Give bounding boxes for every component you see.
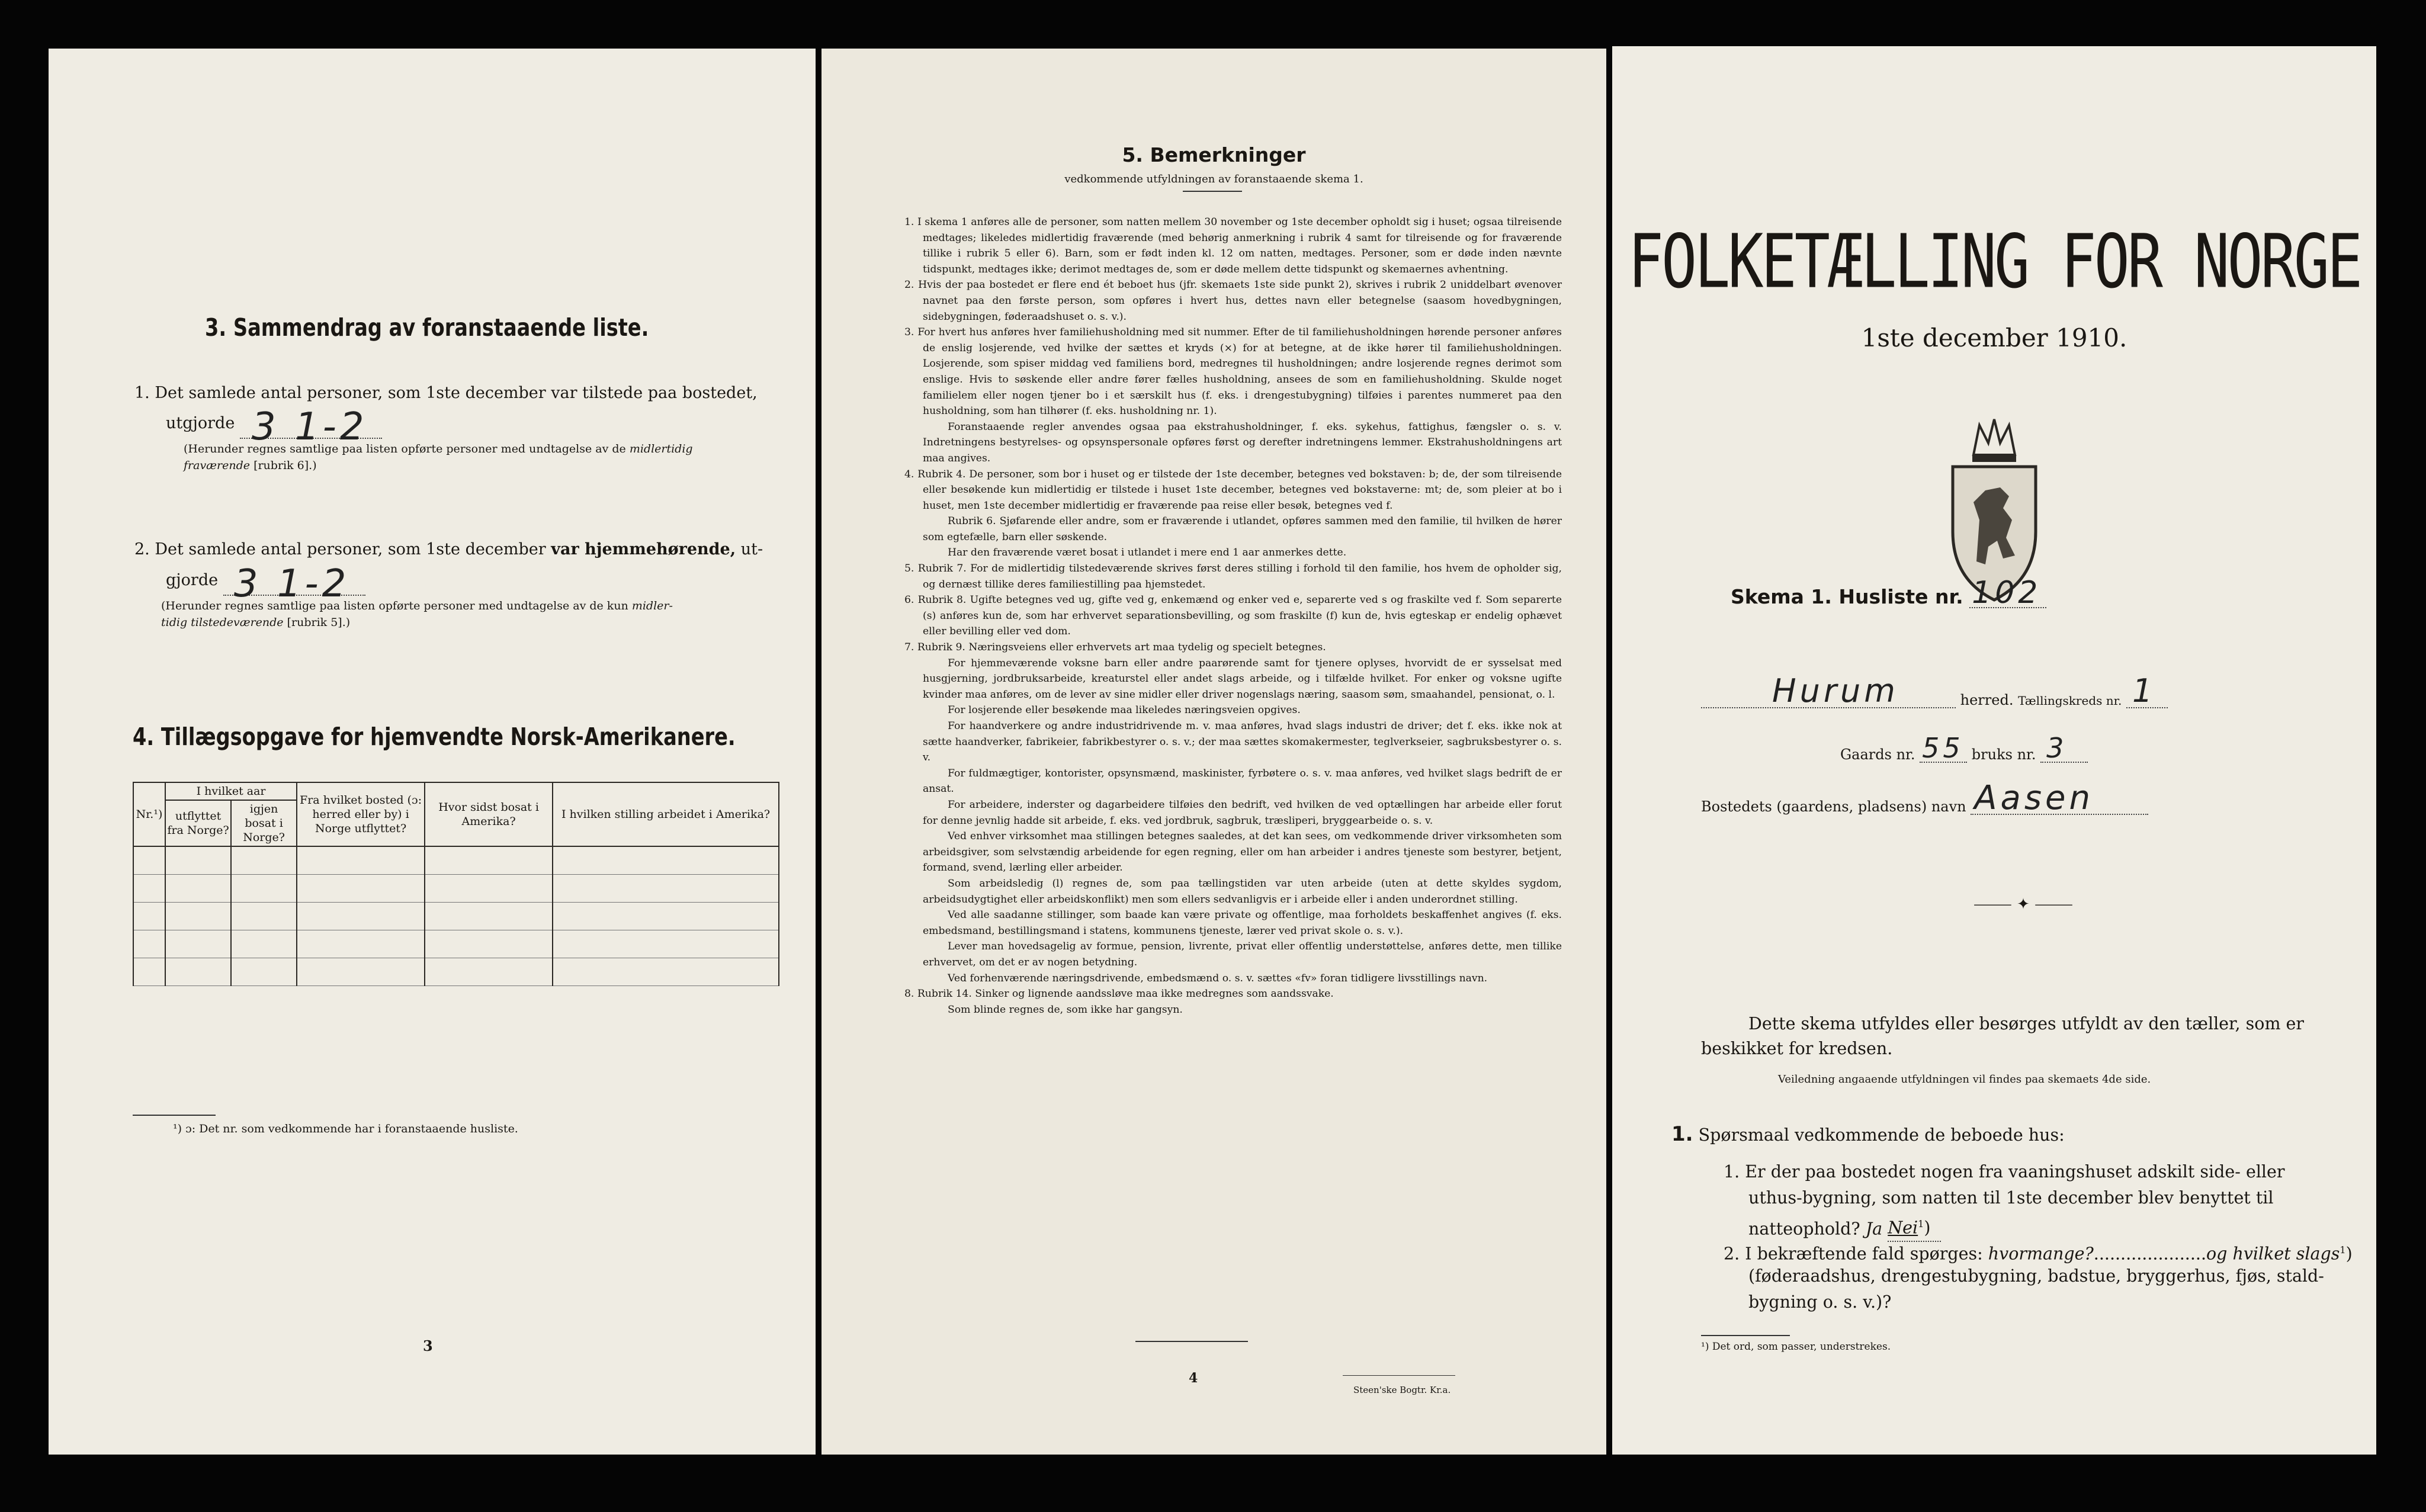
table-cell[interactable] bbox=[133, 958, 165, 986]
q2-note-text2: [rubrik 5].) bbox=[287, 616, 351, 629]
middle-page bbox=[821, 49, 1606, 1455]
bosted-value: Aasen bbox=[1974, 779, 2094, 817]
q2-note-italic1: midler- bbox=[631, 599, 673, 612]
table-cell[interactable] bbox=[553, 958, 779, 986]
table-cell[interactable] bbox=[553, 875, 779, 903]
q1-option-ja[interactable]: Ja bbox=[1865, 1219, 1883, 1239]
table-cell[interactable] bbox=[297, 846, 425, 875]
paragraph: 6. Rubrik 8. Ugifte betegnes ved ug, gifte ved g, enkemænd og enker ved e, separerte ved s og fraskilte ved f. Som separerte (s) anføres kun de, som har erhvervet separationsbevilling, og som fraskilte (f) kun de, hvis egteskap er endelig ophævet eller bevilling eller ved dom. bbox=[904, 594, 1562, 638]
table-row bbox=[133, 930, 779, 958]
q1-utgjorde-label: utgjorde bbox=[166, 414, 235, 432]
skema-line bbox=[1731, 575, 2046, 611]
q1-answer-field[interactable]: Nei$^1$) bbox=[1888, 1212, 1941, 1242]
kreds-label: Tællingskreds nr. bbox=[2018, 694, 2122, 708]
table-cell[interactable] bbox=[231, 930, 297, 958]
paragraph: For fuldmægtiger, kontorister, opsynsmænd, maskinister, fyrbøtere o. s. v. maa anføres, ved hvilket slags bedrift de er ansat. bbox=[923, 767, 1562, 795]
table-row bbox=[133, 958, 779, 986]
ornament-icon: ⸻ ✦ ⸻ bbox=[1973, 895, 2074, 913]
q1-note-text2: [rubrik 6].) bbox=[253, 459, 317, 472]
kreds-value: 1 bbox=[2132, 672, 2157, 710]
gaards-line bbox=[1840, 732, 2088, 764]
table-cell[interactable] bbox=[165, 875, 231, 903]
q2-text-b: var hjemmehørende, bbox=[551, 540, 736, 558]
table-cell[interactable] bbox=[553, 903, 779, 930]
paragraph: 7. Rubrik 9. Næringsveiens eller erhvervets art maa tydelig og specielt betegnes. bbox=[904, 641, 1326, 654]
q2-note-italic2: tidig tilstedeværende bbox=[161, 616, 284, 629]
q2-dots[interactable]: ..................... bbox=[2093, 1244, 2207, 1264]
q2-note-line2 bbox=[161, 614, 350, 631]
table-cell[interactable] bbox=[425, 903, 553, 930]
q1-note-italic1: midlertidig bbox=[629, 442, 693, 455]
gaards-value: 55 bbox=[1922, 732, 1964, 764]
paragraph: Har den fraværende været bosat i utlandet i mere end 1 aar anmerkes dette. bbox=[948, 547, 1347, 559]
gaards-field[interactable] bbox=[1920, 732, 1967, 764]
col-igjen: igjen bosat i Norge? bbox=[231, 800, 297, 846]
q1-line3 bbox=[1748, 1212, 1941, 1242]
herred-line bbox=[1701, 672, 2168, 710]
gaards-label: Gaards nr. bbox=[1840, 746, 1915, 763]
printer-rule bbox=[1343, 1375, 1455, 1376]
table-cell[interactable] bbox=[231, 846, 297, 875]
footnote-rule bbox=[133, 1115, 216, 1116]
paragraph: 4. Rubrik 4. De personer, som bor i huset og er tilstede der 1ste december, betegnes ved bokstaven: b; de, der som tilreisende eller besøkende kun midlertidig er tilstede i huset 1ste december, betegnes ved bokstaverne: mt; de, som pleier at bo i huset, men 1ste december midlertidig er fraværende paa reise eller besøk, betegnes ved f. bbox=[904, 468, 1562, 512]
paragraph: 8. Rubrik 14. Sinker og lignende aandssløve maa ikke medregnes som aandssvake. bbox=[904, 988, 1334, 1000]
table-cell[interactable] bbox=[425, 846, 553, 875]
paragraph: Ved alle saadanne stillinger, som baade kan være private og offentlige, maa forholdets beskaffenhet angives (f. eks. embedsmand, bestillingsmand i statens, kommunens tjeneste, lærer ved privat skole o. s. v.). bbox=[923, 909, 1562, 937]
q1-utgjorde-row bbox=[166, 405, 382, 449]
q1-line3-text: natteophold? bbox=[1748, 1219, 1860, 1239]
paragraph: Foranstaaende regler anvendes ogsaa paa ekstrahusholdninger, f. eks. sykehus, fattighus, fængsler o. s. v. Indretningens bestyrelses- og opsynspersonale opføres først og derefter indretningens lemmer. Ekstrahusholdningens art maa angives. bbox=[923, 420, 1562, 464]
paragraph: For haandverkere og andre industridrivende m. v. maa anføres, hvad slags industri de driver; det f. eks. ikke nok at sætte haandverker, fabrikeier, fabrikbestyrer o. s. v.; der maa sættes skomakermester, teglverkseier, sagbruksbestyrer o. s. v. bbox=[923, 720, 1562, 764]
paragraph: Som arbeidsledig (l) regnes de, som paa tællingstiden var uten arbeide (uten at dette skyldes sygdom, arbeidsudygtighet eller arbeidskonflikt) men som ellers sedvanligvis er i arbeide eller i anden underordnet stilling. bbox=[923, 877, 1562, 906]
table-cell[interactable] bbox=[133, 930, 165, 958]
q2-text-c: ut- bbox=[740, 540, 763, 558]
table-cell[interactable] bbox=[133, 846, 165, 875]
table-cell[interactable] bbox=[297, 903, 425, 930]
q1-note bbox=[184, 441, 693, 457]
table-cell[interactable] bbox=[425, 875, 553, 903]
table-cell[interactable] bbox=[297, 875, 425, 903]
col-hvor: Hvor sidst bosat i Amerika? bbox=[425, 782, 553, 846]
q2-utgjorde-row bbox=[166, 562, 365, 606]
q1-note-text1: (Herunder regnes samtlige paa listen opførte personer med undtagelse av de bbox=[184, 442, 626, 455]
col-fra: Fra hvilket bosted (ɔ: herred eller by) i Norge utflyttet? bbox=[297, 782, 425, 846]
paragraph: 5. Rubrik 7. For de midlertidig tilstedeværende skrives først deres stilling i forhold til den familie, hos hvem de opholder sig, og dernæst tillike deres familiestilling paa hjemstedet. bbox=[904, 563, 1562, 590]
page-number: 3 bbox=[423, 1337, 433, 1354]
cover-page bbox=[1612, 46, 2376, 1455]
bemerkninger-subheading: vedkommende utfyldningen av foranstaaende skema 1. bbox=[1064, 173, 1363, 185]
table-row bbox=[133, 903, 779, 930]
instruction-small: Veiledning angaaende utfyldningen vil findes paa skemaets 4de side. bbox=[1778, 1073, 2151, 1086]
paragraph: For arbeidere, inderster og dagarbeidere tilføies den bedrift, ved hvilken de ved optællingen har arbeide eller forut for denne jevnlig hadde sit arbeide, f. eks. ved jordbruk, sagbruk, træsliperi, bryggearbeide o. s. v. bbox=[923, 798, 1562, 827]
q2-line1-text: 2. I bekræftende fald spørges: bbox=[1724, 1244, 1983, 1264]
herred-label: herred. bbox=[1960, 692, 2014, 708]
q2-line1: 2. I bekræftende fald spørges: hvormange?.....................og hvilket slags$^1$) bbox=[1724, 1244, 2353, 1264]
col-group-aar: I hvilket aar bbox=[165, 782, 297, 800]
footnote: ¹) Det ord, som passer, understrekes. bbox=[1701, 1341, 1891, 1353]
bosted-label: Bostedets (gaardens, pladsens) navn bbox=[1701, 798, 1966, 815]
col-utflyttet: utflyttet fra Norge? bbox=[165, 800, 231, 846]
skema-label: Skema 1. Husliste nr. bbox=[1731, 585, 1963, 608]
paragraph: Lever man hovedsagelig av formue, pension, livrente, privat eller offentlig understøttelse, anføres dette, men tillike erhvervet, om det er av nogen betydning. bbox=[923, 940, 1562, 968]
table-cell[interactable] bbox=[165, 846, 231, 875]
paragraph: For losjerende eller besøkende maa likeledes næringsveien opgives. bbox=[948, 704, 1301, 717]
q1-note-line2 bbox=[184, 457, 317, 474]
table-row bbox=[133, 846, 779, 875]
q1-handwritten-value: 3 1-2 bbox=[251, 405, 368, 449]
bruks-field[interactable] bbox=[2040, 732, 2088, 764]
table-cell[interactable] bbox=[553, 930, 779, 958]
bosted-line bbox=[1701, 779, 2148, 817]
table-cell[interactable] bbox=[165, 903, 231, 930]
table-cell[interactable] bbox=[297, 930, 425, 958]
husliste-value: 102 bbox=[1972, 575, 2042, 611]
col-nr: Nr.¹) bbox=[133, 782, 165, 846]
section3-heading: 3. Sammendrag av foranstaaende liste. bbox=[205, 313, 649, 342]
table-cell[interactable] bbox=[231, 875, 297, 903]
bosted-field[interactable] bbox=[1971, 779, 2148, 817]
questions-heading-num: 1. bbox=[1671, 1122, 1693, 1146]
questions-heading-text: Spørsmaal vedkommende de beboede hus: bbox=[1698, 1125, 2065, 1145]
instruction-line2: beskikket for kredsen. bbox=[1701, 1039, 1893, 1058]
col-stilling: I hvilken stilling arbeidet i Amerika? bbox=[553, 782, 779, 846]
q2-text bbox=[134, 534, 763, 565]
q2-line2: (føderaadshus, drengestubygning, badstue, bryggerhus, fjøs, stald- bbox=[1748, 1266, 2324, 1286]
paragraph: 1. I skema 1 anføres alle de personer, som natten mellem 30 november og 1ste december opholdt sig i huset; ogsaa tilreisende medtages; likeledes midlertidig fraværende (med behørig anmerkning i rubrik 4 samt for tilreisende og for fraværende tillike i rubrik 5 eller 6). Barn, som er født inden kl. 12 om natten, medtages. Personer, som er døde inden nævnte tidspunkt, medtages ikke; derimot medtages de, som er døde mellem dette tidspunkt og skemaernes avhentning. bbox=[904, 216, 1562, 275]
footnote: ¹) ɔ: Det nr. som vedkommende har i foranstaaende husliste. bbox=[173, 1122, 518, 1135]
bruks-label: bruks nr. bbox=[1971, 746, 2036, 763]
q2-hvilket: og hvilket slags bbox=[2206, 1244, 2340, 1264]
paragraph: Ved forhenværende næringsdrivende, embedsmænd o. s. v. sættes «fv» foran tidligere livsstillings navn. bbox=[948, 972, 1488, 984]
q2-hvormange: hvormange? bbox=[1988, 1244, 2094, 1264]
q1-note-italic2: fraværende bbox=[184, 459, 251, 472]
table-cell[interactable] bbox=[231, 958, 297, 986]
footnote-rule bbox=[1701, 1335, 1790, 1336]
paragraph: Som blinde regnes de, som ikke har gangsyn. bbox=[948, 1003, 1183, 1016]
heading-rule bbox=[1183, 191, 1242, 192]
questions-heading bbox=[1671, 1122, 2065, 1148]
table-cell[interactable] bbox=[425, 930, 553, 958]
coat-of-arms-icon bbox=[1944, 402, 2045, 603]
kreds-field[interactable] bbox=[2126, 672, 2168, 710]
table-row bbox=[133, 875, 779, 903]
q2-handwritten-value: 3 1-2 bbox=[233, 562, 350, 606]
table-cell[interactable] bbox=[297, 958, 425, 986]
census-title: FOLKETÆLLING FOR NORGE bbox=[1628, 218, 2361, 305]
table-cell[interactable] bbox=[165, 930, 231, 958]
table-cell[interactable] bbox=[553, 846, 779, 875]
census-date: 1ste december 1910. bbox=[1861, 323, 2127, 352]
table-cell[interactable] bbox=[133, 875, 165, 903]
end-rule bbox=[1135, 1341, 1248, 1342]
q1-answer-field[interactable] bbox=[240, 405, 382, 449]
paragraph: Rubrik 6. Sjøfarende eller andre, som er fraværende i utlandet, opføres sammen med den familie, til hvilken de hører som egtefælle, barn eller søskende. bbox=[923, 515, 1562, 543]
q2-answer-field[interactable] bbox=[223, 562, 365, 606]
table-cell[interactable] bbox=[425, 958, 553, 986]
paragraph: Ved enhver virksomhet maa stillingen betegnes saaledes, at det kan sees, om vedkommende driver virksomheten som arbeidsgiver, som selvstændig arbeidende for egen regning, eller om han arbeider i andres tjeneste som bestyrer, betjent, formand, svend, lærling eller arbeider. bbox=[923, 830, 1562, 874]
table-cell[interactable] bbox=[133, 903, 165, 930]
left-page bbox=[49, 49, 816, 1455]
paragraph: For hjemmeværende voksne barn eller andre paarørende samt for tjenere oplyses, hvorvidt de er sysselsat med husgjerning, jordbruksarbeide, kreaturstel eller andet slags arbeide, og i tilfælde hvilket. For enker og voksne ugifte kvinder maa anføres, om de lever av sine midler eller driver nogenslags næring, saasom søm, smaahandel, pensionat, o. l. bbox=[923, 657, 1562, 701]
herred-value: Hurum bbox=[1772, 672, 1899, 710]
section4-heading: 4. Tillægsopgave for hjemvendte Norsk-Amerikanere. bbox=[133, 723, 736, 751]
table-cell[interactable] bbox=[165, 958, 231, 986]
q2-note-text1: (Herunder regnes samtlige paa listen opførte personer med undtagelse av de kun bbox=[161, 599, 628, 612]
q2-text-a: 2. Det samlede antal personer, som 1ste december bbox=[134, 540, 546, 558]
q1-text: 1. Det samlede antal personer, som 1ste december var tilstede paa bostedet, bbox=[134, 384, 758, 402]
q2-utgjorde-label: gjorde bbox=[166, 571, 219, 589]
printer-imprint: Steen'ske Bogtr. Kr.a. bbox=[1353, 1385, 1451, 1395]
q1-line1: 1. Er der paa bostedet nogen fra vaaningshuset adskilt side- eller bbox=[1724, 1162, 2285, 1182]
page-number: 4 bbox=[1189, 1370, 1198, 1386]
instruction-line1: Dette skema utfyldes eller besørges utfyldt av den tæller, som er bbox=[1748, 1014, 2305, 1033]
q1-option-nei[interactable]: Nei bbox=[1888, 1218, 1918, 1238]
husliste-field[interactable] bbox=[1969, 575, 2046, 611]
q2-line3: bygning o. s. v.)? bbox=[1748, 1292, 1892, 1312]
bruks-value: 3 bbox=[2046, 732, 2068, 764]
herred-field[interactable] bbox=[1701, 672, 1956, 710]
instructions-body bbox=[904, 214, 1562, 1017]
q1-line2: uthus-bygning, som natten til 1ste december blev benyttet til bbox=[1748, 1188, 2274, 1208]
bemerkninger-heading: 5. Bemerkninger bbox=[1122, 143, 1306, 166]
norsk-amerikanere-table bbox=[133, 782, 779, 986]
paragraph: 2. Hvis der paa bostedet er flere end ét beboet hus (jfr. skemaets 1ste side punkt 2), skrives i rubrik 2 uniddelbart øvenover navnet paa den første person, som opføres i hvert hus, dettes navn eller betegnelse (saasom hovedbygningen, sidebygningen, føderaadshuset o. s. v.). bbox=[904, 279, 1562, 323]
paragraph: 3. For hvert hus anføres hver familiehusholdning med sit nummer. Efter de til familiehusholdningen hørende personer anføres de enslig losjerende, ved hvilke der sættes et kryds (×) for at betegne, at de ikke hører til familiehusholdningen. Losjerende, som spiser middag ved familiens bord, medregnes til husholdningen; andre losjerende regnes derimot som enslige. Hvis to søskende eller andre fører fælles husholdning, ansees de som en familiehusholdning. Skulde noget familielem eller nogen tjener bo i et særskilt hus (f. eks. i drengestubygning) tilføies i parentes nummeret paa den husholdning, som han tilhører (f. eks. husholdning nr. 1). bbox=[904, 326, 1562, 418]
q2-note bbox=[161, 598, 673, 614]
table-cell[interactable] bbox=[231, 903, 297, 930]
